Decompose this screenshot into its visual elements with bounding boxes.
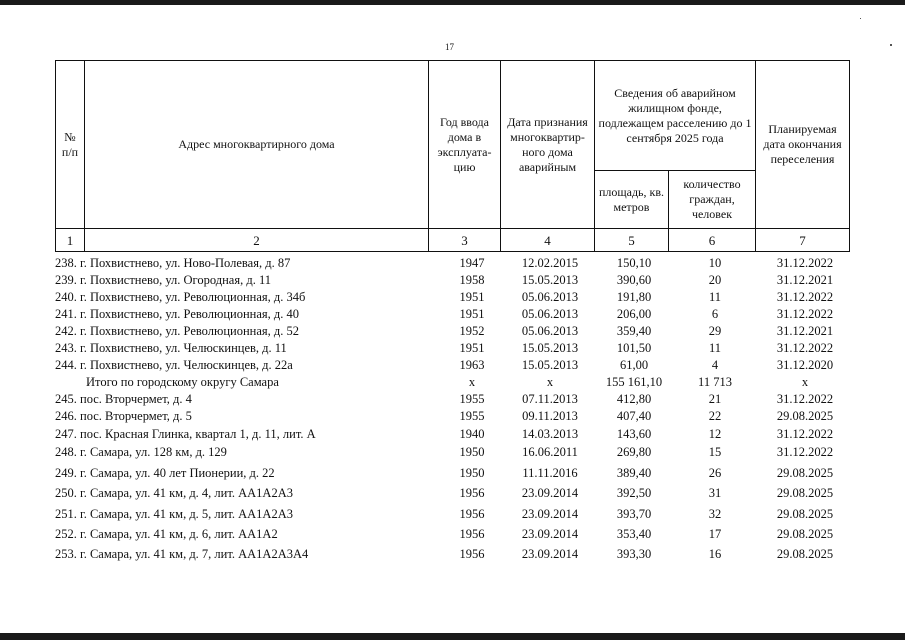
- area: 143,60: [616, 427, 652, 441]
- address: 244. г. Похвистнево, ул. Челюскинцев, д. 22а: [55, 358, 293, 372]
- area: 206,00: [616, 307, 652, 321]
- scan-speck: [890, 44, 892, 46]
- end-date: 31.12.2022: [776, 256, 834, 270]
- people: 20: [708, 273, 722, 287]
- end-date: 31.12.2022: [776, 427, 834, 441]
- year: 1956: [459, 486, 485, 500]
- recognition-date: 15.05.2013: [521, 341, 579, 355]
- people: 11: [708, 290, 722, 304]
- end-date: 31.12.2021: [776, 273, 834, 287]
- header-number: № п/п: [56, 61, 85, 229]
- address: 239. г. Похвистнево, ул. Огородная, д. 11: [55, 273, 272, 287]
- header-end-date: Планируемая дата окончания переселения: [756, 61, 850, 229]
- end-date: 29.08.2025: [776, 409, 834, 423]
- area: 150,10: [616, 256, 652, 270]
- year: 1952: [459, 324, 485, 338]
- header-recognition-date: Дата признания многоквартир-ного дома аварийным: [501, 61, 595, 229]
- year: 1956: [459, 527, 485, 541]
- recognition-date: 05.06.2013: [521, 290, 579, 304]
- column-number: 4: [501, 229, 595, 252]
- column-number: 5: [595, 229, 669, 252]
- people: 6: [711, 307, 719, 321]
- table-header: [55, 60, 850, 252]
- area: 353,40: [616, 527, 652, 541]
- scan-speck: [860, 18, 861, 19]
- column-number: 2: [85, 229, 429, 252]
- people: 32: [708, 507, 722, 521]
- people: 10: [708, 256, 722, 270]
- recognition-date: x: [546, 375, 554, 389]
- scan-bottom-border: [0, 633, 905, 640]
- column-number: 3: [429, 229, 501, 252]
- end-date: 31.12.2022: [776, 307, 834, 321]
- recognition-date: 11.11.2016: [522, 466, 578, 480]
- people: 11: [708, 341, 722, 355]
- people: 21: [708, 392, 722, 406]
- address: 238. г. Похвистнево, ул. Ново-Полевая, д. 87: [55, 256, 291, 270]
- people: 22: [708, 409, 722, 423]
- recognition-date: 23.09.2014: [521, 527, 579, 541]
- end-date: 29.08.2025: [776, 547, 834, 561]
- address: 247. пос. Красная Глинка, квартал 1, д. 11, лит. А: [55, 427, 316, 441]
- area: 407,40: [616, 409, 652, 423]
- address: 240. г. Похвистнево, ул. Революционная, д. 34б: [55, 290, 306, 304]
- end-date: 31.12.2021: [776, 324, 834, 338]
- area: 101,50: [616, 341, 652, 355]
- address: 242. г. Похвистнево, ул. Революционная, д. 52: [55, 324, 300, 338]
- end-date: 31.12.2022: [776, 392, 834, 406]
- year: 1951: [459, 290, 485, 304]
- area: 155 161,10: [605, 375, 663, 389]
- year: 1950: [459, 445, 485, 459]
- year: x: [468, 375, 476, 389]
- subtotal-label: Итого по городскому округу Самара: [86, 375, 279, 389]
- address: 245. пос. Вторчермет, д. 4: [55, 392, 192, 406]
- address: 251. г. Самара, ул. 41 км, д. 5, лит. АА1А2А3: [55, 507, 293, 521]
- header-year: Год ввода дома в эксплуата-цию: [429, 61, 501, 229]
- area: 390,60: [616, 273, 652, 287]
- end-date: 31.12.2022: [776, 290, 834, 304]
- area: 393,70: [616, 507, 652, 521]
- year: 1947: [459, 256, 485, 270]
- address: 243. г. Похвистнево, ул. Челюскинцев, д. 11: [55, 341, 287, 355]
- people: 4: [711, 358, 719, 372]
- recognition-date: 09.11.2013: [522, 409, 578, 423]
- address: 253. г. Самара, ул. 41 км, д. 7, лит. АА1А2А3А4: [55, 547, 309, 561]
- end-date: 29.08.2025: [776, 466, 834, 480]
- people: 17: [708, 527, 722, 541]
- year: 1940: [459, 427, 485, 441]
- recognition-date: 15.05.2013: [521, 273, 579, 287]
- column-number: 7: [756, 229, 850, 252]
- year: 1956: [459, 547, 485, 561]
- recognition-date: 05.06.2013: [521, 307, 579, 321]
- end-date: 31.12.2022: [776, 341, 834, 355]
- end-date: 31.12.2022: [776, 445, 834, 459]
- year: 1963: [459, 358, 485, 372]
- header-emergency-fund: Сведения об аварийном жилищном фонде, подлежащем расселению до 1 сентября 2025 года: [595, 61, 756, 171]
- area: 191,80: [616, 290, 652, 304]
- people: 12: [708, 427, 722, 441]
- people: 31: [708, 486, 722, 500]
- column-number: 6: [669, 229, 756, 252]
- address: 249. г. Самара, ул. 40 лет Пионерии, д. 22: [55, 466, 275, 480]
- people: 11 713: [698, 375, 732, 389]
- area: 389,40: [616, 466, 652, 480]
- area: 392,50: [616, 486, 652, 500]
- people: 16: [708, 547, 722, 561]
- end-date: 29.08.2025: [776, 486, 834, 500]
- people: 26: [708, 466, 722, 480]
- address: 250. г. Самара, ул. 41 км, д. 4, лит. АА1А2А3: [55, 486, 293, 500]
- recognition-date: 23.09.2014: [521, 486, 579, 500]
- year: 1956: [459, 507, 485, 521]
- recognition-date: 16.06.2011: [522, 445, 578, 459]
- recognition-date: 14.03.2013: [521, 427, 579, 441]
- end-date: x: [801, 375, 809, 389]
- address: 246. пос. Вторчермет, д. 5: [55, 409, 192, 423]
- year: 1955: [459, 409, 485, 423]
- area: 412,80: [616, 392, 652, 406]
- column-number: 1: [56, 229, 85, 252]
- end-date: 29.08.2025: [776, 507, 834, 521]
- recognition-date: 05.06.2013: [521, 324, 579, 338]
- recognition-date: 12.02.2015: [521, 256, 579, 270]
- area: 269,80: [616, 445, 652, 459]
- address: 241. г. Похвистнево, ул. Революционная, д. 40: [55, 307, 300, 321]
- page-number: 17: [445, 42, 454, 52]
- area: 393,30: [616, 547, 652, 561]
- end-date: 29.08.2025: [776, 527, 834, 541]
- recognition-date: 23.09.2014: [521, 547, 579, 561]
- address: 252. г. Самара, ул. 41 км, д. 6, лит. АА1А2: [55, 527, 278, 541]
- header-address: Адрес многоквартирного дома: [85, 61, 429, 229]
- year: 1951: [459, 341, 485, 355]
- year: 1951: [459, 307, 485, 321]
- scan-top-border: [0, 0, 905, 5]
- area: 359,40: [616, 324, 652, 338]
- year: 1955: [459, 392, 485, 406]
- area: 61,00: [619, 358, 649, 372]
- people: 29: [708, 324, 722, 338]
- header-people: количество граждан, человек: [669, 171, 756, 229]
- recognition-date: 07.11.2013: [522, 392, 578, 406]
- recognition-date: 23.09.2014: [521, 507, 579, 521]
- recognition-date: 15.05.2013: [521, 358, 579, 372]
- year: 1950: [459, 466, 485, 480]
- end-date: 31.12.2020: [776, 358, 834, 372]
- header-area: площадь, кв. метров: [595, 171, 669, 229]
- address: 248. г. Самара, ул. 128 км, д. 129: [55, 445, 227, 459]
- year: 1958: [459, 273, 485, 287]
- people: 15: [708, 445, 722, 459]
